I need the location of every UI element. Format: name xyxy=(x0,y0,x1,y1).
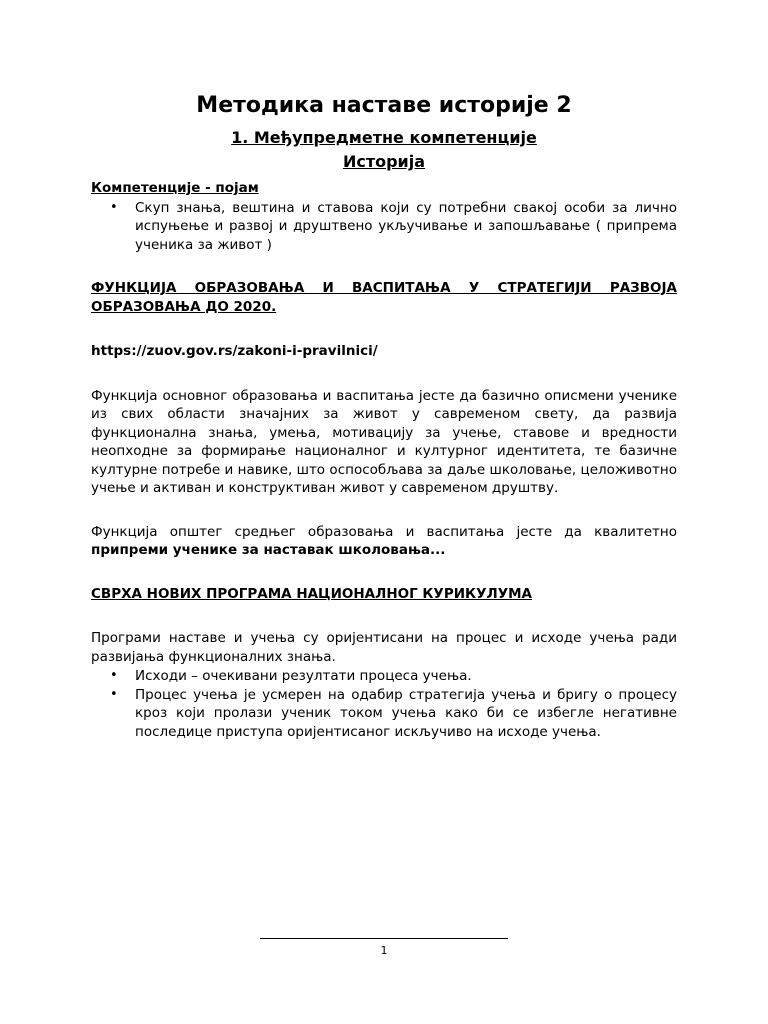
section-curriculum-list xyxy=(91,667,677,741)
document-subject: Историја xyxy=(342,152,426,171)
document-subtitle: 1. Међупредметне компетенције xyxy=(231,128,537,147)
list-item xyxy=(110,667,677,686)
paragraph-secondary-education xyxy=(91,523,677,560)
section-curriculum-heading: СВРХА НОВИХ ПРОГРАМА НАЦИОНАЛНОГ КУРИКУЛУМА xyxy=(91,585,532,602)
paragraph-secondary-plain: Функција општег средњег образовања и васпитања јесте да квалитетно xyxy=(91,523,677,540)
footnote-separator xyxy=(260,938,508,939)
document-page xyxy=(91,90,677,741)
list-item xyxy=(110,686,677,742)
section-competences-list xyxy=(91,199,677,255)
section-function-heading: ФУНКЦИЈА ОБРАЗОВАЊА И ВАСПИТАЊА У СТРАТЕГИЈИ РАЗВОЈА ОБРАЗОВАЊА ДО 2020. xyxy=(91,280,677,315)
page-number: 1 xyxy=(380,944,388,957)
reference-url: https://zuov.gov.rs/zakoni-i-pravilnici/ xyxy=(91,343,378,359)
list-item-text: Процес учења је усмерен на одабир стратегија учења и бригу о процесу кроз који пролази ученик током учења како би се избегле негативне последице приступа оријентисаног искључиво на исходе учења. xyxy=(135,686,677,740)
bullet-icon: • xyxy=(110,686,118,702)
bullet-icon: • xyxy=(110,199,118,215)
section-competences-heading: Компетенције - појам xyxy=(91,180,259,196)
bullet-icon: • xyxy=(110,668,118,683)
list-item-text: Исходи – очекивани резултати процеса учења. xyxy=(135,668,472,684)
list-item-text: Скуп знања, вештина и ставова који су потребни свакој особи за лично испуњење и развој и друштвено укључивање и запошљавање ( припрема ученика за живот ) xyxy=(135,199,677,253)
list-item xyxy=(110,199,677,255)
paragraph-curriculum: Програми наставе и учења су оријентисани на процес и исходе учења ради развијања функционалних знања. xyxy=(91,630,677,665)
document-title: Методика наставе историје 2 xyxy=(196,93,572,118)
paragraph-primary-education: Функција основног образовања и васпитања јесте да базично описмени ученике из свих области значајних за живот у савременом свету, да развија функционална знања, умења, мотивацију за учење, ставове и вредности неопходне за формирање националног и културног идентитета, те базичне културне потребе и навике, што оспособљава за даље школовање, целоживотно учење и активан и конструктиван живот у савременом друштву. xyxy=(91,387,677,496)
paragraph-secondary-bold: припреми ученике за наставак школовања... xyxy=(91,542,446,558)
